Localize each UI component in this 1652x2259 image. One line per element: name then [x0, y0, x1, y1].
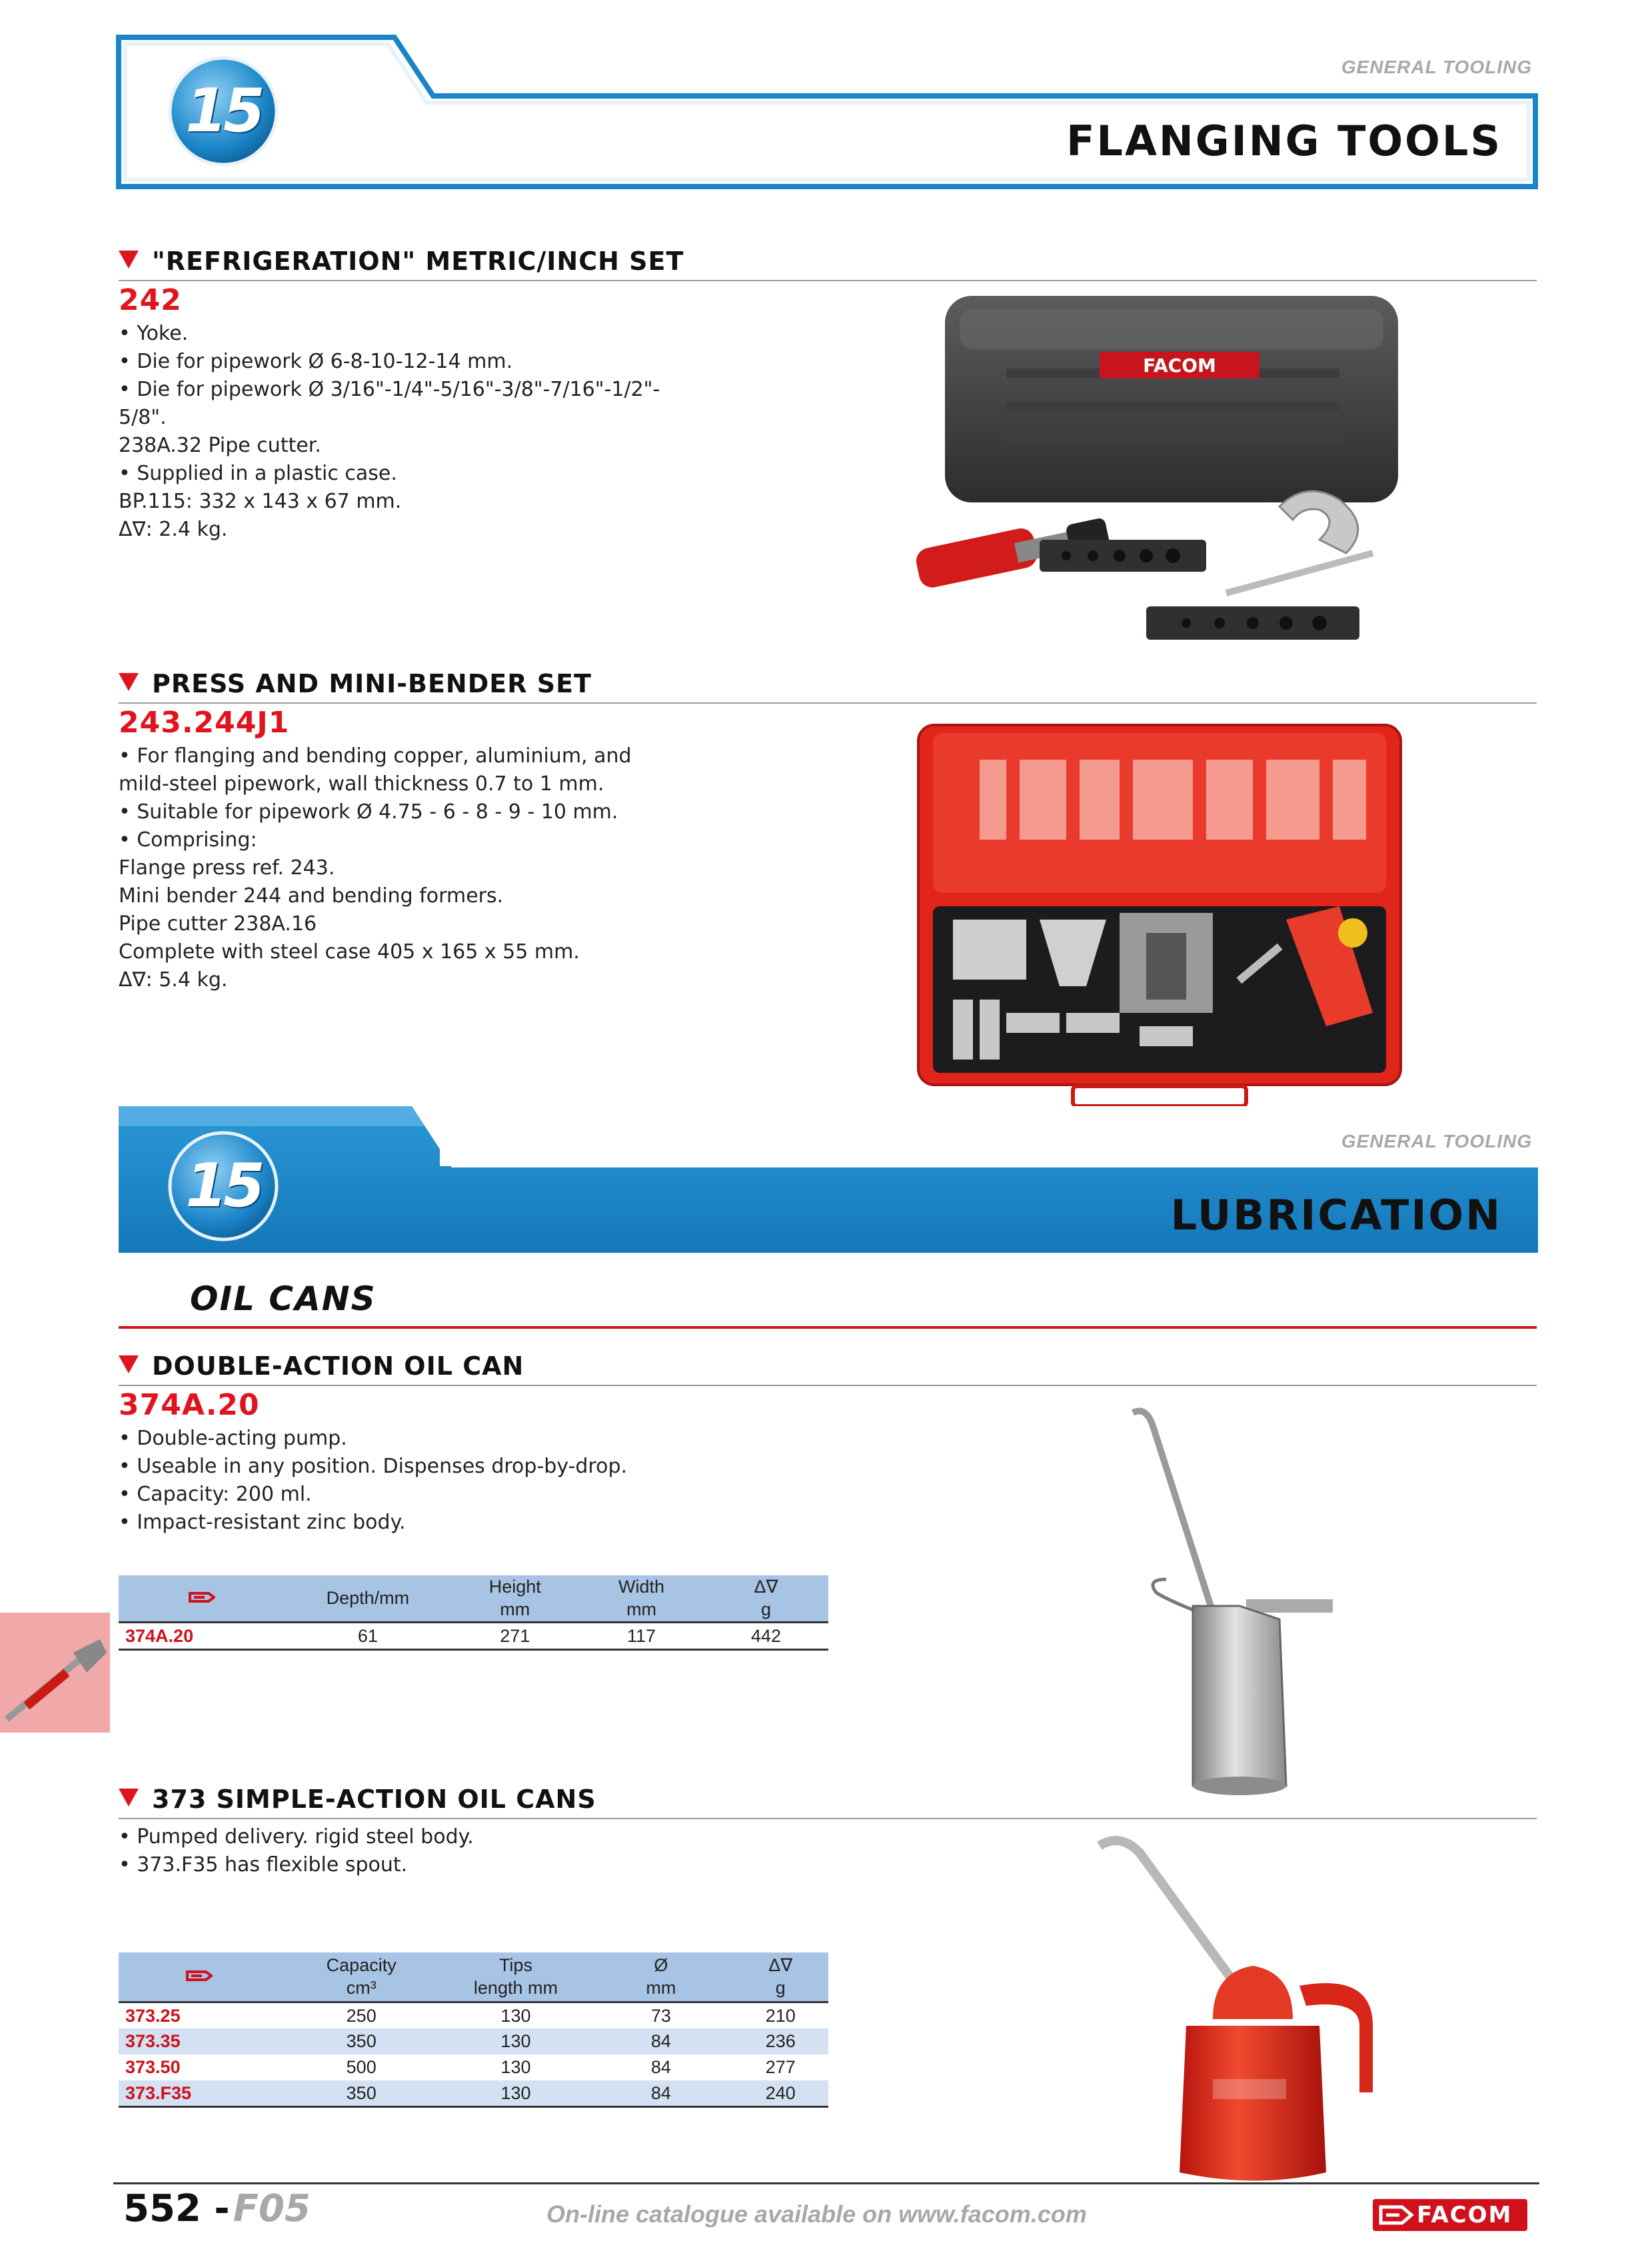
section-rule — [119, 702, 1537, 704]
product-title: DOUBLE-ACTION OIL CAN — [119, 1351, 524, 1381]
table-header: Δ∇ g — [733, 1952, 828, 2002]
product-description: • For flanging and bending copper, aluminium, and mild-steel pipework, wall thickness 0.7 to 1 mm. • Suitable for pipework Ø 4.75 - 6 - 8 - 9 - 10 mm. • Comprising: Flange press ref. 243. Mini bender 244 and bending formers. Pipe cutter 238A.16 Complete with steel case 405 x 165 x 55 mm. Δ∇: 5.4 kg. — [119, 744, 632, 992]
press-bender-kit-image — [913, 720, 1406, 1113]
product-description: • Pumped delivery. rigid steel body. • 373.F35 has flexible spout. — [119, 1825, 474, 1877]
table-header: Height mm — [451, 1575, 580, 1622]
product-ref: 374A.20 — [119, 1388, 260, 1422]
red-triangle-bullet-icon — [119, 1355, 139, 1373]
pipe-wrench-icon — [0, 1613, 110, 1733]
table-header: Capacity cm³ — [281, 1952, 442, 2002]
spec-table — [119, 1575, 828, 1651]
facom-logo-text: FACOM — [1417, 2202, 1513, 2228]
header-category: GENERAL TOOLING — [1341, 57, 1532, 77]
simple-action-oil-can-image — [1080, 1826, 1453, 2199]
page-title: FLANGING TOOLS — [1066, 117, 1502, 165]
badge-number: 15 — [185, 76, 261, 146]
table-row: 373.25 250 130 73 210 — [125, 2005, 796, 2026]
table-header: Width mm — [579, 1575, 704, 1622]
product-ref: 242 — [119, 283, 182, 317]
footer-rule — [113, 2182, 1539, 2184]
product-description: • Yoke. • Die for pipework Ø 6-8-10-12-14 mm. • Die for pipework Ø 3/16"-1/4"-5/16"-3/8"-7/16"-1/2"- 5/8". 238A.32 Pipe cutter. • Supplied in a plastic case. BP.115: 332 x 143 x 67 mm. Δ∇: 2.4 kg. — [119, 322, 660, 541]
red-triangle-bullet-icon — [119, 251, 139, 269]
section-badge — [167, 55, 280, 168]
red-triangle-bullet-icon — [119, 673, 139, 691]
flaring-kit-image — [906, 287, 1453, 673]
page-code: F05 — [233, 2187, 311, 2230]
facom-ref-icon — [119, 1952, 281, 2002]
product-title: PRESS AND MINI-BENDER SET — [119, 669, 592, 698]
subsection-title: OIL CANS — [190, 1279, 377, 1318]
section-badge — [167, 1130, 280, 1243]
table-row: 373.F35 350 130 84 240 — [119, 2080, 828, 2107]
header-frame — [113, 33, 1539, 193]
table-row: 373.35 350 130 84 236 — [119, 2028, 828, 2054]
side-tab[interactable] — [0, 1613, 110, 1733]
product-title: "REFRIGERATION" METRIC/INCH SET — [119, 247, 684, 276]
facom-ref-icon — [119, 1575, 285, 1622]
badge-number: 15 — [185, 1151, 261, 1221]
product-title: 373 SIMPLE-ACTION OIL CANS — [119, 1785, 596, 1814]
facom-logo-icon — [189, 1591, 215, 1604]
table-header: Tips length mm — [442, 1952, 590, 2002]
table-header: Ø mm — [589, 1952, 732, 2002]
red-triangle-bullet-icon — [119, 1789, 139, 1807]
facom-logo-icon — [186, 1969, 213, 1982]
table-header: Depth/mm — [285, 1575, 450, 1622]
footer-tagline[interactable]: On-line catalogue available on www.facom.com — [546, 2200, 1087, 2228]
facom-logo-icon — [1377, 2199, 1417, 2231]
subsection-rule — [119, 1326, 1537, 1329]
product-description: • Double-acting pump. • Useable in any position. Dispenses drop-by-drop. • Capacity: 200 ml. • Impact-resistant zinc body. — [119, 1427, 628, 1534]
header-category: GENERAL TOOLING — [1341, 1131, 1532, 1151]
section-title: LUBRICATION — [1170, 1191, 1502, 1239]
spec-table — [119, 1952, 828, 2108]
table-row: 373.50 500 130 84 277 — [125, 2057, 796, 2077]
double-action-oil-can-image — [1080, 1399, 1453, 1813]
section-rule — [119, 1818, 1537, 1819]
section-rule — [119, 1385, 1537, 1386]
product-ref: 243.244J1 — [119, 706, 290, 740]
table-header: Δ∇ g — [704, 1575, 828, 1622]
facom-logo — [1373, 2199, 1527, 2231]
table-row: 374A.20 61 271 117 442 — [119, 1622, 828, 1649]
page-number: 552 - F05 — [123, 2187, 311, 2230]
header-flanging — [113, 33, 1539, 193]
section-rule — [119, 280, 1537, 281]
facom-logo-icon: FACOM — [1143, 355, 1216, 376]
